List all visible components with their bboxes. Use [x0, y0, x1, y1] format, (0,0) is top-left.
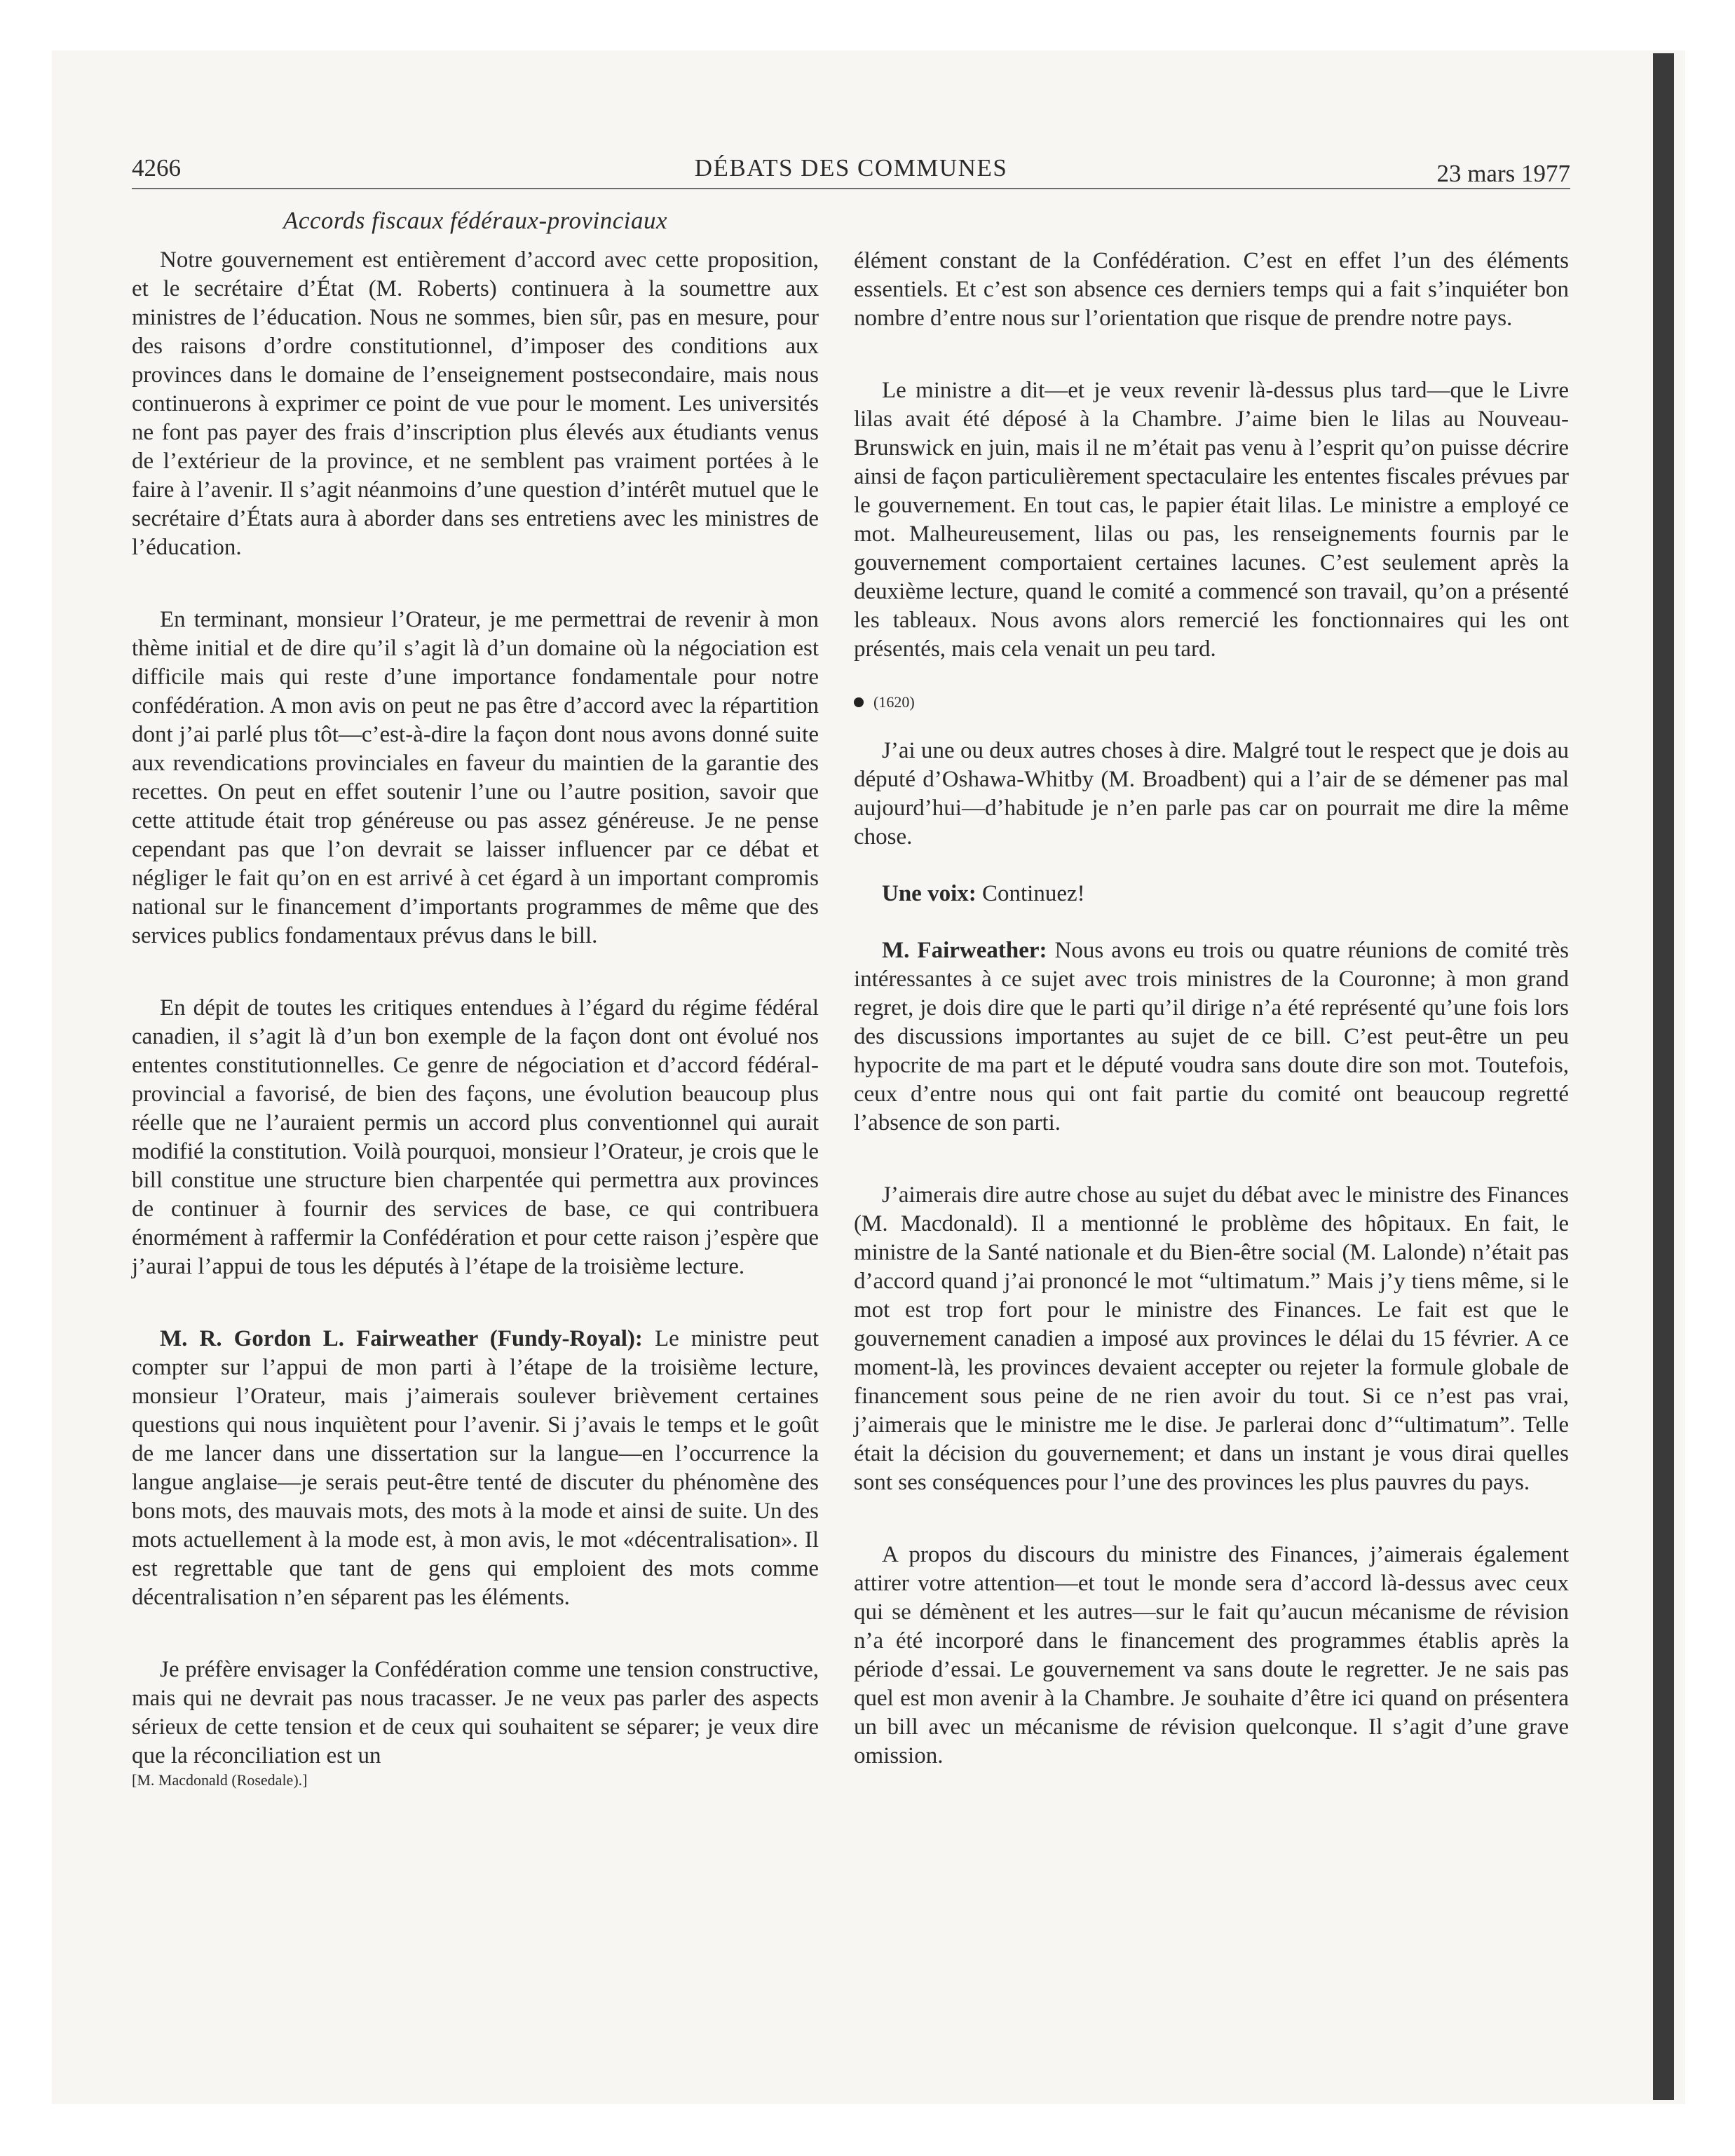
right-column [854, 247, 1569, 1770]
page-number: 4266 [132, 154, 181, 182]
paragraph: En dépit de toutes les critiques entendues à l’égard du régime fédéral canadien, il s’agit là d’un bon exemple de la façon dont ont évolué nos ententes constitutionnelles. Ce genre de négociation et d’accord fédéral-provincial a favorisé, de bien des façons, une évolution beaucoup plus réelle que ne l’auraient permis un accord plus conventionnel qui aurait modifié la constitution. Voilà pourquoi, monsieur l’Orateur, je crois que le bill constitue une structure bien charpentée qui permettra aux provinces de continuer à fournir des services de base, ce qui contribuera énormément à raffermir la Confédération et pour cette raison j’espère que j’aurai l’appui de tous les députés à l’étape de la troisième lecture. [132, 995, 819, 1279]
speaker-paragraph [132, 1325, 819, 1612]
paragraph: A propos du discours du ministre des Finances, j’aimerais également attirer votre attention—et tout le monde sera d’accord là-dessus avec ceux qui se démènent et les autres—sur le fait qu’aucun mécanisme de révision n’a été incorporé dans le financement des programmes établis après la période d’essai. Le gouvernement va sans doute le regretter. Je ne sais pas quel est mon avenir à la Chambre. Je souhaite d’être ici quand on présentera un bill avec un mécanisme de révision quelconque. Il s’agit d’une grave omission. [854, 1542, 1569, 1768]
speaker-name: M. R. Gordon L. Fairweather (Fundy-Royal): [160, 1326, 643, 1351]
speech-text: Le ministre peut compter sur l’appui de mon parti à l’étape de la troisième lecture, monsieur l’Orateur, mais j’aimerais soulever brièvement certaines questions qui nous inquiètent pour l’avenir. Si j’avais le temps et le goût de me lancer dans une dissertation sur la langue—en l’occurrence la langue anglaise—je serais peut-être tenté de discuter du phénomène des bons mots, des mauvais mots, des mots à la mode et ainsi de suite. Un des mots actuellement à la mode est, à mon avis, le mot «décentralisation». Il est regrettable que tant de gens qui emploient des mots comme décentralisation n’en séparent pas les éléments. [132, 1326, 819, 1610]
speaker-paragraph [854, 936, 1569, 1138]
paragraph: J’ai une ou deux autres choses à dire. Malgré tout le respect que je dois au député d’Oshawa-Whitby (M. Broadbent) qui a l’air de se démener pas mal aujourd’hui—d’habitude je n’en parle pas car on pourrait me dire la même chose. [854, 738, 1569, 850]
paragraph: En terminant, monsieur l’Orateur, je me permettrai de revenir à mon thème initial et de dire qu’il s’agit là d’un domaine où la négociation est difficile mais qui reste d’une importance fondamentale pour notre confédération. A mon avis on peut ne pas être d’accord avec la répartition dont j’ai parlé plus tôt—c’est-à-dire la façon dont nous avons donné suite aux revendications provinciales en faveur du maintien de la garantie des recettes. On peut en effet soutenir l’une ou l’autre position, savoir que cette attitude était trop généreuse ou pas assez généreuse. Je ne pense cependant pas que l’on devrait se laisser influencer par ce débat et négliger le fait qu’on en est arrivé à cet égard à un important compromis national sur le financement d’importants programmes de même que des services publics fondamentaux prévus dans le bill. [132, 607, 819, 948]
speaker-paragraph [854, 880, 1569, 908]
speech-text: Continuez! [976, 881, 1085, 906]
speech-text: Nous avons eu trois ou quatre réunions de comité très intéressantes à ce sujet avec trois ministres de la Couronne; à mon grand regret, je dois dire que le parti qu’il dirige n’a été représenté qu’une fois lors des discussions importantes au sujet de ce bill. C’est peut-être un peu hypocrite de ma part et le député voudra sans doute dire son mot. Toutefois, ceux d’entre nous qui ont fait partie du comité ont beaucoup regretté l’absence de son parti. [854, 938, 1569, 1135]
page-header [132, 154, 1570, 189]
bullet-dot-icon [854, 697, 864, 707]
left-column [132, 206, 819, 1790]
speaker-name: Une voix: [882, 881, 977, 906]
time-marker-label: (1620) [873, 693, 915, 711]
publication-title: DÉBATS DES COMMUNES [694, 154, 1008, 182]
paragraph: Je préfère envisager la Confédération comme une tension constructive, mais qui ne devrait pas nous tracasser. Je ne veux pas parler des aspects sérieux de cette tension et de ceux qui souhaitent se séparer; je veux dire que la réconciliation est un [132, 1657, 819, 1768]
time-marker [854, 692, 1569, 713]
section-title: Accords fiscaux fédéraux-provinciaux [283, 207, 667, 234]
paragraph: élément constant de la Confédération. C’est en effet l’un des éléments essentiels. Et c’est son absence ces derniers temps qui a fait s’inquiéter bon nombre d’entre nous sur l’orientation que risque de prendre notre pays. [854, 248, 1569, 331]
page-date: 23 mars 1977 [1436, 160, 1570, 187]
footnote: [M. Macdonald (Rosedale).] [132, 1771, 308, 1789]
binding-edge [1653, 53, 1674, 2100]
paragraph: Le ministre a dit—et je veux revenir là-dessus plus tard—que le Livre lilas avait été déposé à la Chambre. J’aime bien le lilas au Nouveau-Brunswick en juin, mais il ne m’était pas venu à l’esprit qu’on puisse décrire ainsi de façon particulièrement spectaculaire les ententes fiscales prévues par le gouvernement. En tout cas, le papier était lilas. Le ministre a employé ce mot. Malheureusement, lilas ou pas, les renseignements fournis par le gouvernement comportaient certaines lacunes. C’est seulement après la deuxième lecture, quand le comité a commencé son travail, qu’on a présenté les tableaux. Nous avons alors remercié les fonctionnaires qui les ont présentés, mais cela venait un peu tard. [854, 378, 1569, 662]
paragraph: Notre gouvernement est entièrement d’accord avec cette proposition, et le secrétaire d’État (M. Roberts) continuera à la soumettre aux ministres de l’éducation. Nous ne sommes, bien sûr, pas en mesure, pour des raisons d’ordre constitutionnel, d’imposer des conditions aux provinces dans le domaine de l’enseignement postsecondaire, mais nous continuerons à exprimer ce point de vue pour le moment. Les universités ne font pas payer des frais d’inscription plus élevés aux étudiants venus de l’extérieur de la province, et ne semblent pas vraiment portées à le faire à l’avenir. Il s’agit néanmoins d’une question d’intérêt mutuel que le secrétaire d’États aura à aborder dans ses entretiens avec les ministres de l’éducation. [132, 247, 819, 560]
paragraph: J’aimerais dire autre chose au sujet du débat avec le ministre des Finances (M. Macdonald). Il a mentionné le problème des hôpitaux. En fait, le ministre de la Santé nationale et du Bien-être social (M. Lalonde) n’était pas d’accord quand j’ai prononcé le mot “ultimatum.” Mais j’y tiens même, si le mot est trop fort pour le ministre des Finances. Le fait est que le gouvernement canadien a imposé aux provinces le délai du 15 février. A ce moment-là, les provinces devaient accepter ou rejeter la formule globale de financement sous peine de ne rien avoir du tout. Si ce n’est pas vrai, j’aimerais que le ministre me le dise. Je parlerai donc d’“ultimatum”. Telle était la décision du gouvernement; et dans un instant je vous dirai quelles sont ses conséquences pour l’une des provinces les plus pauvres du pays. [854, 1182, 1569, 1495]
speaker-name: M. Fairweather: [882, 938, 1047, 963]
